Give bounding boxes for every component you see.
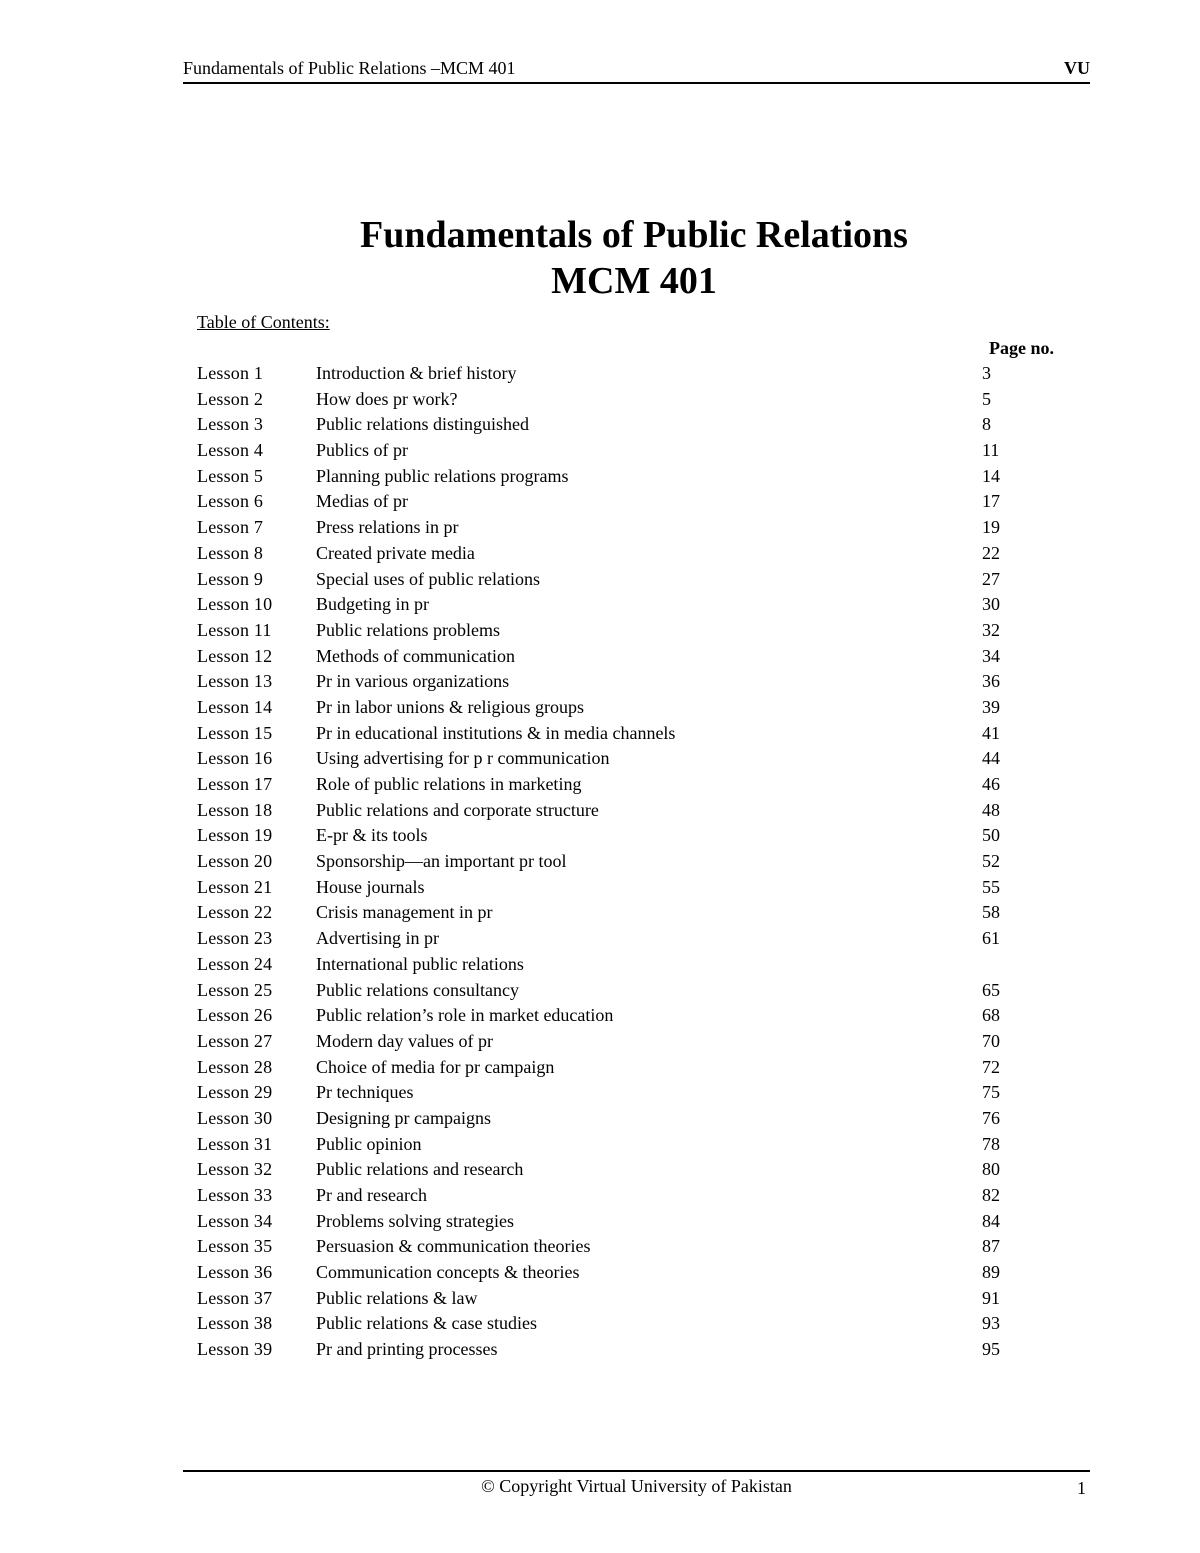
toc-entry xyxy=(197,361,1017,387)
toc-lesson-topic: How does pr work? xyxy=(316,388,458,409)
toc-lesson-number: Lesson 31 xyxy=(197,1133,273,1154)
toc-lesson-topic: International public relations xyxy=(316,953,524,974)
toc-page-number: 5 xyxy=(982,388,991,409)
toc-entry xyxy=(197,695,1017,721)
toc-lesson-topic: Choice of media for pr campaign xyxy=(316,1056,555,1077)
toc-entry xyxy=(197,438,1017,464)
toc-entry xyxy=(197,823,1017,849)
toc-lesson-number: Lesson 2 xyxy=(197,388,264,409)
header-institution: VU xyxy=(1064,58,1090,78)
toc-entry xyxy=(197,1183,1017,1209)
toc-page-number: 91 xyxy=(982,1287,1000,1308)
toc-page-number: 48 xyxy=(982,799,1000,820)
toc-lesson-number: Lesson 11 xyxy=(197,619,272,640)
toc-entry xyxy=(197,1080,1017,1106)
toc-entry xyxy=(197,1286,1017,1312)
toc-lesson-topic: Public relations and research xyxy=(316,1159,524,1180)
toc-page-number: 36 xyxy=(982,671,1000,692)
toc-entry xyxy=(197,1106,1017,1132)
toc-entry xyxy=(197,1311,1017,1337)
toc-lesson-number: Lesson 27 xyxy=(197,1030,273,1051)
toc-page-number: 78 xyxy=(982,1133,1000,1154)
toc-lesson-number: Lesson 21 xyxy=(197,876,273,897)
toc-lesson-number: Lesson 7 xyxy=(197,517,264,538)
toc-lesson-topic: Pr and research xyxy=(316,1185,427,1205)
toc-lesson-topic: Public opinion xyxy=(316,1133,422,1154)
toc-page-number: 52 xyxy=(982,851,1000,872)
toc-entry xyxy=(197,489,1017,515)
toc-entry xyxy=(197,1337,1017,1363)
toc-entry xyxy=(197,669,1017,695)
toc-lesson-number: Lesson 17 xyxy=(197,774,273,794)
page-header xyxy=(183,58,1090,84)
toc-lesson-topic: Press relations in pr xyxy=(316,517,459,538)
toc-page-number: 46 xyxy=(982,774,1000,794)
toc-lesson-topic: Introduction & brief history xyxy=(316,363,517,383)
toc-lesson-topic: Pr in various organizations xyxy=(316,671,510,692)
toc-lesson-number: Lesson 10 xyxy=(197,594,273,615)
toc-lesson-topic: House journals xyxy=(316,876,425,897)
toc-entry xyxy=(197,387,1017,413)
toc-entry xyxy=(197,567,1017,593)
toc-entry xyxy=(197,541,1017,567)
document-title xyxy=(0,212,1200,304)
toc-lesson-number: Lesson 36 xyxy=(197,1262,273,1283)
toc-lesson-topic: Public relations distinguished xyxy=(316,414,529,435)
toc-entry xyxy=(197,952,1017,978)
toc-page-number: 84 xyxy=(982,1210,1000,1231)
toc-lesson-topic: Pr techniques xyxy=(316,1082,414,1103)
toc-lesson-topic: Budgeting in pr xyxy=(316,594,429,615)
toc-lesson-number: Lesson 24 xyxy=(197,953,273,974)
toc-entry xyxy=(197,746,1017,772)
table-of-contents xyxy=(197,361,1017,1363)
toc-entry xyxy=(197,1029,1017,1055)
toc-page-number: 68 xyxy=(982,1005,1000,1026)
toc-lesson-number: Lesson 9 xyxy=(197,568,264,589)
toc-page-number: 8 xyxy=(982,414,991,435)
toc-lesson-number: Lesson 12 xyxy=(197,645,273,666)
page-footer xyxy=(183,1470,1090,1502)
toc-lesson-topic: Public relations & case studies xyxy=(316,1313,537,1334)
toc-entry xyxy=(197,618,1017,644)
toc-page-number: 72 xyxy=(982,1056,1000,1077)
toc-lesson-number: Lesson 34 xyxy=(197,1210,273,1231)
toc-lesson-topic: Sponsorship—an important pr tool xyxy=(316,851,567,872)
toc-page-number: 87 xyxy=(982,1236,1000,1257)
toc-page-number: 3 xyxy=(982,363,991,383)
toc-page-number: 14 xyxy=(982,465,1000,486)
toc-lesson-number: Lesson 38 xyxy=(197,1313,273,1334)
toc-page-number: 82 xyxy=(982,1185,1000,1205)
toc-lesson-number: Lesson 35 xyxy=(197,1236,273,1257)
toc-entry xyxy=(197,1157,1017,1183)
toc-lesson-topic: Created private media xyxy=(316,542,475,563)
toc-lesson-topic: Planning public relations programs xyxy=(316,465,569,486)
toc-page-number: 30 xyxy=(982,594,1000,615)
toc-lesson-topic: Crisis management in pr xyxy=(316,902,493,923)
toc-lesson-topic: Public relation’s role in market education xyxy=(316,1005,614,1026)
toc-page-number: 61 xyxy=(982,928,1000,949)
toc-entry xyxy=(197,1234,1017,1260)
toc-lesson-number: Lesson 30 xyxy=(197,1107,273,1128)
title-line-1: Fundamentals of Public Relations xyxy=(360,214,908,256)
toc-page-number: 89 xyxy=(982,1262,1000,1283)
toc-lesson-topic: Public relations problems xyxy=(316,619,500,640)
toc-page-number: 70 xyxy=(982,1030,1000,1051)
toc-page-number: 34 xyxy=(982,645,1000,666)
toc-page-number: 39 xyxy=(982,696,1000,717)
toc-entry xyxy=(197,849,1017,875)
toc-lesson-number: Lesson 23 xyxy=(197,928,273,949)
toc-page-number: 32 xyxy=(982,619,1000,640)
toc-lesson-topic: Using advertising for p r communication xyxy=(316,748,610,769)
toc-heading: Table of Contents: xyxy=(197,312,330,332)
toc-lesson-topic: Communication concepts & theories xyxy=(316,1262,580,1283)
toc-lesson-number: Lesson 19 xyxy=(197,825,273,846)
toc-entry xyxy=(197,644,1017,670)
toc-page-number: 65 xyxy=(982,979,1000,1000)
toc-lesson-topic: Role of public relations in marketing xyxy=(316,774,582,794)
toc-entry xyxy=(197,464,1017,490)
toc-lesson-topic: Problems solving strategies xyxy=(316,1210,514,1231)
toc-lesson-topic: Advertising in pr xyxy=(316,928,439,949)
toc-page-number: 44 xyxy=(982,748,1000,769)
toc-lesson-number: Lesson 28 xyxy=(197,1056,273,1077)
toc-entry xyxy=(197,515,1017,541)
toc-page-number: 55 xyxy=(982,876,1000,897)
toc-lesson-topic: E-pr & its tools xyxy=(316,825,428,846)
toc-lesson-number: Lesson 25 xyxy=(197,979,273,1000)
footer-page-number: 1 xyxy=(1077,1478,1086,1498)
toc-lesson-number: Lesson 3 xyxy=(197,414,264,435)
toc-lesson-topic: Medias of pr xyxy=(316,491,408,512)
toc-lesson-number: Lesson 1 xyxy=(197,363,264,383)
toc-page-number: 11 xyxy=(982,440,1000,461)
toc-page-number: 41 xyxy=(982,722,1000,743)
toc-entry xyxy=(197,1132,1017,1158)
toc-lesson-topic: Methods of communication xyxy=(316,645,515,666)
toc-entry xyxy=(197,721,1017,747)
page-no-column-header: Page no. xyxy=(989,338,1054,358)
toc-entry xyxy=(197,1260,1017,1286)
toc-page-number: 27 xyxy=(982,568,1000,589)
toc-entry xyxy=(197,875,1017,901)
toc-page-number: 95 xyxy=(982,1339,1000,1360)
toc-lesson-number: Lesson 26 xyxy=(197,1005,273,1026)
toc-lesson-number: Lesson 39 xyxy=(197,1339,273,1360)
toc-page-number: 19 xyxy=(982,517,1000,538)
toc-lesson-topic: Publics of pr xyxy=(316,440,408,461)
toc-lesson-number: Lesson 4 xyxy=(197,440,264,461)
toc-lesson-topic: Pr in educational institutions & in media channels xyxy=(316,722,676,743)
toc-lesson-number: Lesson 32 xyxy=(197,1159,273,1180)
toc-page-number: 76 xyxy=(982,1107,1000,1128)
title-line-2: MCM 401 xyxy=(551,260,717,302)
toc-entry xyxy=(197,926,1017,952)
toc-entry xyxy=(197,1003,1017,1029)
toc-page-number: 80 xyxy=(982,1159,1000,1180)
toc-lesson-topic: Special uses of public relations xyxy=(316,568,540,589)
toc-lesson-topic: Public relations and corporate structure xyxy=(316,799,599,820)
toc-entry xyxy=(197,412,1017,438)
toc-page-number: 22 xyxy=(982,542,1000,563)
toc-lesson-number: Lesson 15 xyxy=(197,722,273,743)
toc-lesson-topic: Pr in labor unions & religious groups xyxy=(316,696,584,717)
toc-page-number: 58 xyxy=(982,902,1000,923)
toc-lesson-number: Lesson 29 xyxy=(197,1082,273,1103)
footer-copyright: © Copyright Virtual University of Pakistan xyxy=(481,1476,792,1496)
toc-page-number: 75 xyxy=(982,1082,1000,1103)
toc-lesson-number: Lesson 14 xyxy=(197,696,273,717)
toc-lesson-number: Lesson 16 xyxy=(197,748,273,769)
toc-lesson-number: Lesson 8 xyxy=(197,542,264,563)
toc-lesson-number: Lesson 22 xyxy=(197,902,273,923)
toc-lesson-number: Lesson 37 xyxy=(197,1287,273,1308)
toc-lesson-number: Lesson 5 xyxy=(197,465,264,486)
toc-lesson-topic: Public relations consultancy xyxy=(316,979,519,1000)
toc-entry xyxy=(197,1055,1017,1081)
toc-entry xyxy=(197,592,1017,618)
toc-lesson-topic: Public relations & law xyxy=(316,1287,478,1308)
toc-entry xyxy=(197,978,1017,1004)
toc-page-number: 93 xyxy=(982,1313,1000,1334)
toc-lesson-number: Lesson 6 xyxy=(197,491,264,512)
toc-entry xyxy=(197,900,1017,926)
toc-page-number: 17 xyxy=(982,491,1000,512)
toc-lesson-topic: Modern day values of pr xyxy=(316,1030,493,1051)
toc-lesson-topic: Designing pr campaigns xyxy=(316,1107,491,1128)
toc-entry xyxy=(197,798,1017,824)
toc-lesson-topic: Persuasion & communication theories xyxy=(316,1236,591,1257)
header-course-title: Fundamentals of Public Relations –MCM 401 xyxy=(183,58,516,78)
toc-lesson-number: Lesson 33 xyxy=(197,1185,273,1205)
toc-lesson-number: Lesson 20 xyxy=(197,851,273,872)
toc-entry xyxy=(197,1209,1017,1235)
toc-lesson-number: Lesson 13 xyxy=(197,671,273,692)
toc-lesson-topic: Pr and printing processes xyxy=(316,1339,498,1360)
toc-lesson-number: Lesson 18 xyxy=(197,799,273,820)
toc-entry xyxy=(197,772,1017,798)
toc-page-number: 50 xyxy=(982,825,1000,846)
